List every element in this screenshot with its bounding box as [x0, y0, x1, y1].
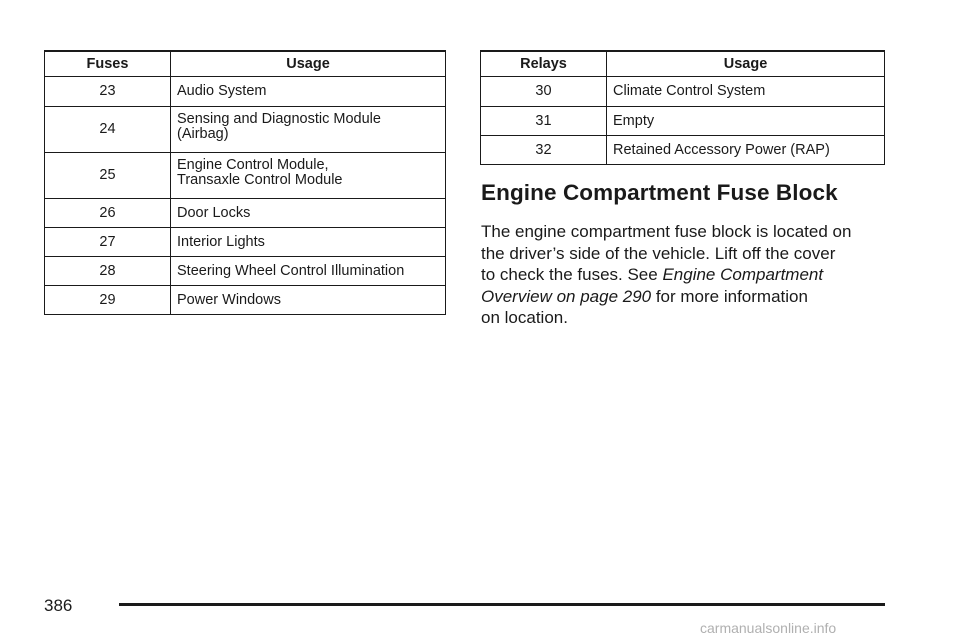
fuse-usage	[171, 257, 446, 286]
usage-line: Steering Wheel Control Illumination	[177, 262, 405, 279]
fuse-number: 23	[45, 77, 171, 107]
paragraph-line	[481, 221, 901, 243]
table-row	[45, 286, 446, 315]
fuse-number: 29	[45, 286, 171, 315]
fuse-usage	[171, 107, 446, 153]
fuse-number: 26	[45, 199, 171, 228]
footer-divider	[119, 603, 885, 606]
relay-number: 30	[481, 77, 607, 107]
paragraph-line	[481, 264, 901, 286]
table-row	[45, 153, 446, 199]
relay-number: 32	[481, 136, 607, 165]
relay-usage	[607, 77, 885, 107]
fuses-table-header	[45, 51, 446, 77]
cross-reference-link[interactable]: Overview on page 290	[481, 286, 652, 306]
table-row	[45, 199, 446, 228]
table-row	[45, 77, 446, 107]
fuse-usage	[171, 153, 446, 199]
relay-number: 31	[481, 107, 607, 136]
paragraph-line	[481, 307, 901, 329]
usage-line: Climate Control System	[613, 83, 766, 99]
table-row	[45, 228, 446, 257]
paragraph-line	[481, 286, 901, 308]
fuse-number: 25	[45, 153, 171, 199]
usage-line: Empty	[613, 112, 655, 129]
section-heading: Engine Compartment Fuse Block	[481, 180, 838, 205]
relay-usage	[607, 107, 885, 136]
usage-line: Door Locks	[177, 204, 251, 221]
usage-line: Interior Lights	[177, 233, 265, 250]
column-header-relays: Relays	[481, 51, 607, 77]
usage-line: (Airbag)	[177, 126, 229, 142]
fuse-usage	[171, 286, 446, 315]
column-header-usage: Usage	[171, 51, 446, 77]
fuses-table	[44, 50, 446, 315]
fuse-usage	[171, 199, 446, 228]
usage-line: Sensing and Diagnostic Module	[177, 111, 381, 127]
fuse-number: 28	[45, 257, 171, 286]
relays-table-header	[481, 51, 885, 77]
fuse-usage	[171, 77, 446, 107]
paragraph-text: on location.	[481, 308, 568, 327]
usage-line: Engine Control Module,	[177, 157, 329, 173]
table-row	[45, 107, 446, 153]
paragraph-text: to check the fuses. See	[481, 265, 663, 284]
table-row	[481, 136, 885, 165]
watermark: carmanualsonline.info	[700, 620, 837, 636]
fuse-usage	[171, 228, 446, 257]
paragraph-text: The engine compartment fuse block is located on	[481, 222, 852, 241]
usage-line: Audio System	[177, 83, 267, 99]
relays-table	[480, 50, 885, 165]
cross-reference-link[interactable]: Engine Compartment	[662, 265, 824, 284]
table-row	[481, 77, 885, 107]
column-header-fuses: Fuses	[45, 51, 171, 77]
page-number: 386	[44, 596, 73, 615]
usage-line: Power Windows	[177, 291, 281, 308]
usage-line: Transaxle Control Module	[177, 172, 343, 188]
table-row	[45, 257, 446, 286]
relay-usage	[607, 136, 885, 165]
paragraph-line	[481, 243, 901, 265]
fuse-number: 27	[45, 228, 171, 257]
fuse-number: 24	[45, 107, 171, 153]
usage-line: Retained Accessory Power (RAP)	[613, 141, 830, 158]
table-row	[481, 107, 885, 136]
body-paragraph	[481, 221, 901, 329]
paragraph-text: for more information	[651, 286, 808, 306]
paragraph-text: the driver’s side of the vehicle. Lift off the cover	[481, 243, 836, 263]
column-header-usage: Usage	[607, 51, 885, 77]
